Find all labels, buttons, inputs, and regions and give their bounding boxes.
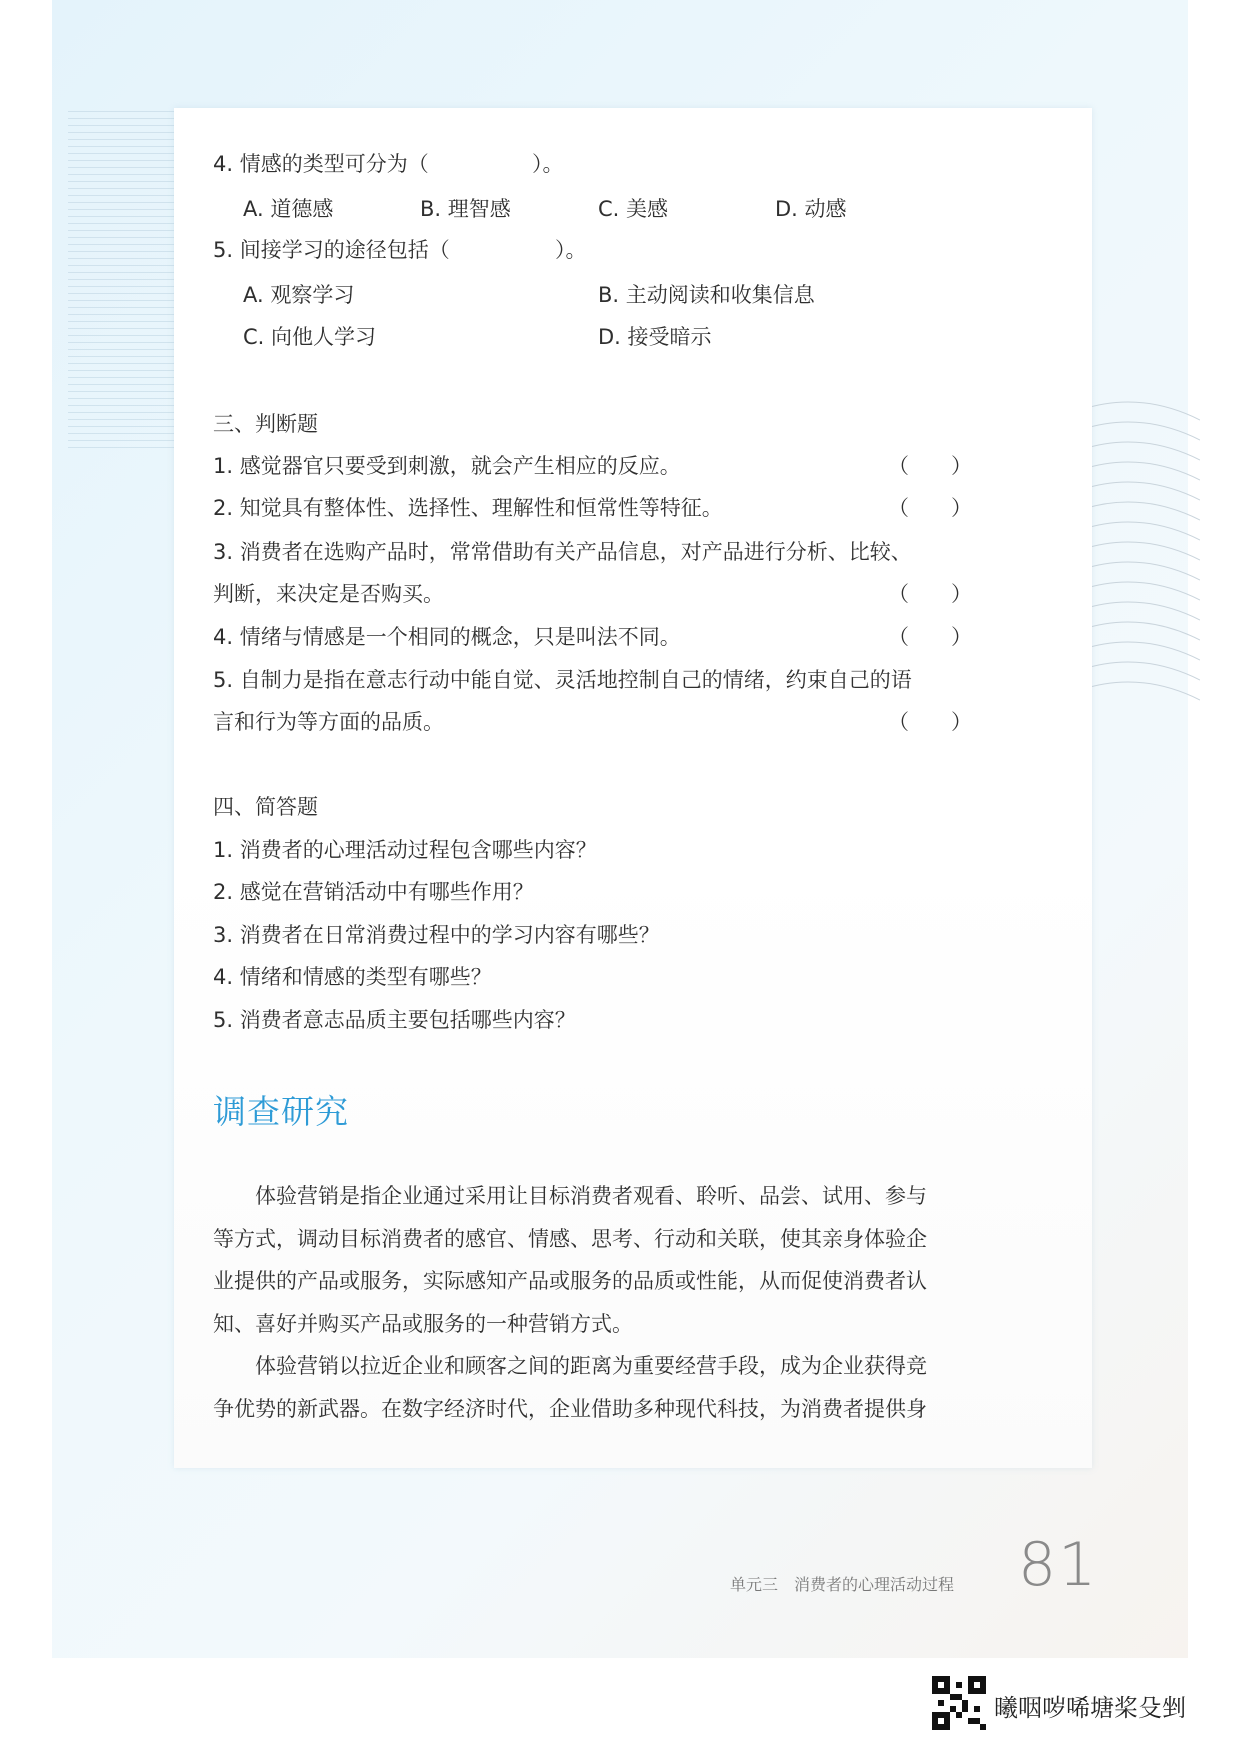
unit-footer: 单元三 消费者的心理活动过程 — [730, 1575, 955, 1594]
short-item-5: 5. 消费者意志品质主要包括哪些内容？ — [213, 1008, 576, 1032]
research-line-4: 知、喜好并购买产品或服务的一种营销方式。 — [213, 1312, 633, 1336]
judge-item-4: 4. 情绪与情感是一个相同的概念，只是叫法不同。 — [213, 625, 681, 649]
qr-code-icon — [932, 1676, 986, 1730]
judge-paren-4: （ ） — [888, 625, 972, 649]
q5-option-b: B. 主动阅读和收集信息 — [598, 283, 815, 307]
short-item-4: 4. 情绪和情感的类型有哪些？ — [213, 965, 492, 989]
research-line-5: 体验营销以拉近企业和顾客之间的距离为重要经营手段，成为企业获得竞 — [213, 1354, 927, 1378]
short-item-3: 3. 消费者在日常消费过程中的学习内容有哪些？ — [213, 923, 660, 947]
research-section-title: 调查研究 — [213, 1092, 349, 1131]
judge-paren-5: （ ） — [888, 710, 972, 734]
short-item-1: 1. 消费者的心理活动过程包含哪些内容？ — [213, 838, 597, 862]
q4-option-a: A. 道德感 — [243, 197, 334, 221]
q5-option-d: D. 接受暗示 — [598, 325, 712, 349]
short-item-2: 2. 感觉在营销活动中有哪些作用？ — [213, 880, 534, 904]
research-line-3: 业提供的产品或服务，实际感知产品或服务的品质或性能，从而促使消费者认 — [213, 1269, 927, 1293]
decorative-hatch — [68, 108, 178, 448]
question-5-close: ）。 — [555, 238, 587, 262]
q4-option-d: D. 动感 — [775, 197, 847, 221]
judge-item-1: 1. 感觉器官只要受到刺激，就会产生相应的反应。 — [213, 454, 681, 478]
judge-item-2: 2. 知觉具有整体性、选择性、理解性和恒常性等特征。 — [213, 496, 723, 520]
question-4-stem: 4. 情感的类型可分为（ — [213, 152, 429, 176]
question-5-stem: 5. 间接学习的途径包括（ — [213, 238, 450, 262]
judge-item-3: 3. 消费者在选购产品时，常常借助有关产品信息，对产品进行分析、比较、 — [213, 540, 912, 564]
judge-item-5-cont: 言和行为等方面的品质。 — [213, 710, 444, 734]
page-number: 81 — [1018, 1530, 1099, 1600]
q4-option-c: C. 美感 — [598, 197, 669, 221]
q5-option-c: C. 向他人学习 — [243, 325, 377, 349]
question-4-close: ）。 — [532, 152, 564, 176]
watermark-text: 曦咽哕唏塘桨殳剉 — [994, 1694, 1186, 1722]
judge-section-title: 三、判断题 — [213, 412, 318, 436]
judge-paren-1: （ ） — [888, 454, 972, 478]
short-section-title: 四、简答题 — [213, 795, 318, 819]
content-card — [174, 108, 1092, 1468]
research-line-2: 等方式，调动目标消费者的感官、情感、思考、行动和关联，使其亲身体验企 — [213, 1227, 927, 1251]
judge-item-3-cont: 判断，来决定是否购买。 — [213, 582, 444, 606]
research-line-6: 争优势的新武器。在数字经济时代，企业借助多种现代科技，为消费者提供身 — [213, 1397, 927, 1421]
judge-item-5: 5. 自制力是指在意志行动中能自觉、灵活地控制自己的情绪，约束自己的语 — [213, 668, 912, 692]
q4-option-b: B. 理智感 — [420, 197, 511, 221]
q5-option-a: A. 观察学习 — [243, 283, 355, 307]
research-line-1: 体验营销是指企业通过采用让目标消费者观看、聆听、品尝、试用、参与 — [213, 1184, 927, 1208]
judge-paren-2: （ ） — [888, 496, 972, 520]
judge-paren-3: （ ） — [888, 582, 972, 606]
decorative-waves — [1080, 390, 1200, 750]
